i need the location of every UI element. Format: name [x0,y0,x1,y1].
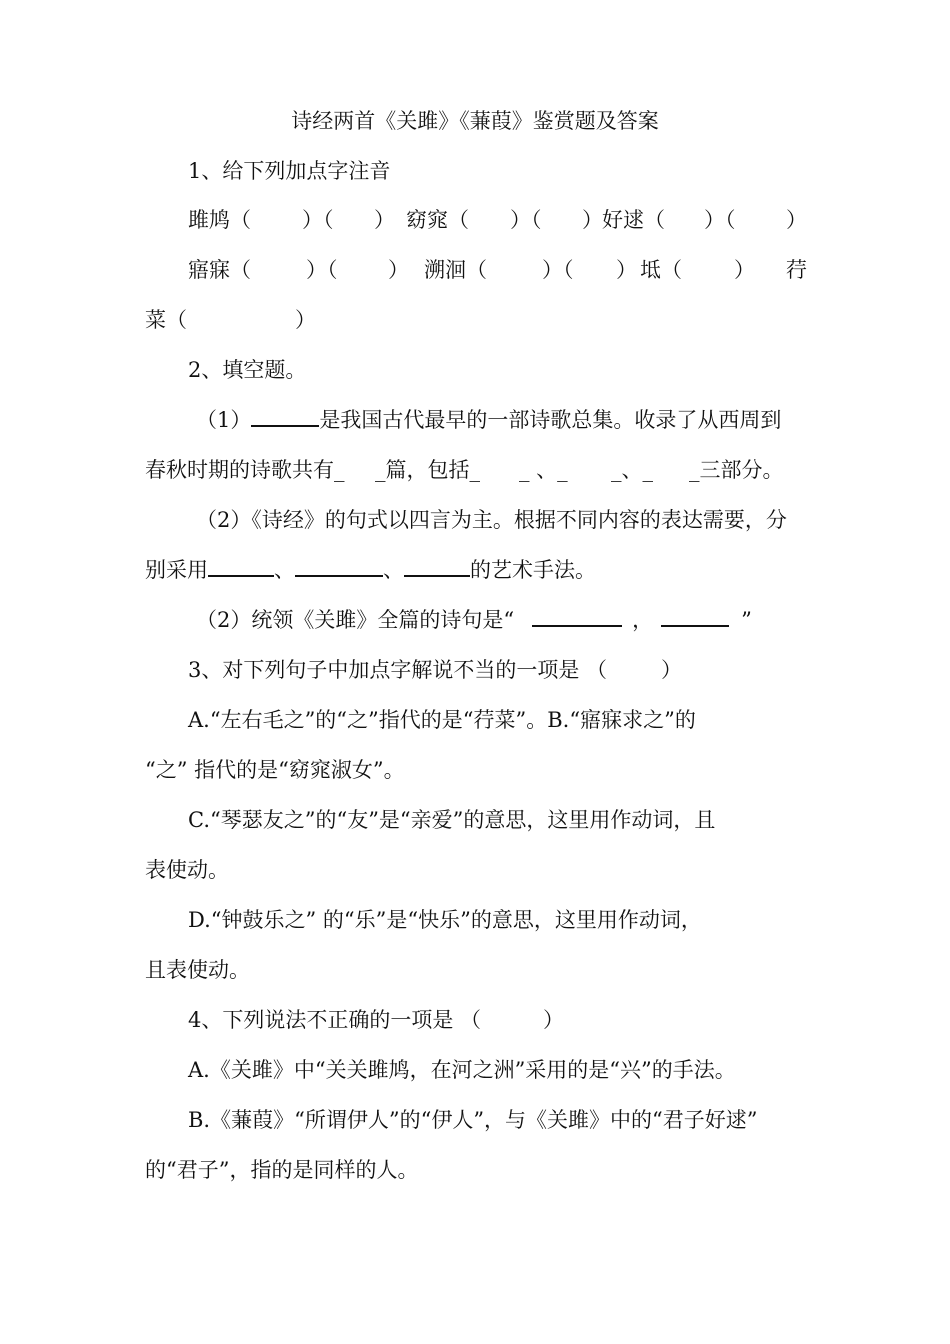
q4-heading: 4、下列说法不正确的一项是 （ [188,1008,482,1032]
q1-row2 [188,255,815,285]
blank-line [661,605,729,627]
q1-heading: 1、给下列加点字注音 [188,159,391,183]
q3-option-a-line2: “之” 指代的是“窈窕淑女”。 [145,758,405,782]
q3-heading-end: ） [661,658,683,682]
q1-r2-t4: ）（ [542,258,574,282]
q2-p3-mid: ， [632,608,654,632]
q1-r2-t0: 寤寐（ [188,258,251,282]
q1-r3-t0: 菜（ [145,308,187,332]
q4-option-a: A.《关雎》中“关关雎鸠，在河之洲”采用的是“兴”的手法。 [188,1058,736,1082]
blank-line [295,555,383,577]
q1-r2-t5: ） [616,258,637,282]
q3-option-a-line1: A.“左右毛之”的“之”指代的是“荇菜”。B.“寤寐求之”的 [188,708,696,732]
blank-line [404,555,470,577]
q3-option-c-line1: C.“琴瑟友之”的“友”是“亲爱”的意思，这里用作动词，且 [188,808,716,832]
blank-line [251,405,319,427]
q1-r2-t2: ） [388,258,409,282]
q4-option-b-line1: B.《蒹葭》“所谓伊人”的“伊人”，与《关雎》中的“君子好逑” [188,1108,758,1132]
q2-p1-l2-t4: _三部分。 [689,458,784,482]
q3-heading-line [188,655,815,685]
q1-r1-t8: ） [786,208,807,232]
q3-option-c-line2: 表使动。 [145,858,229,882]
q4-heading-line [188,1005,815,1035]
q1-r2-t8: 荇 [786,258,807,282]
q2-p1-l2-t2: _ 、_ [519,458,568,482]
q2-p2-sep1: 、 [274,558,295,582]
q2-p1-l2-t1: _篇，包括_ [375,458,480,482]
q1-r1-t4: ）（ [510,208,542,232]
q4-heading-end: ） [543,1008,565,1032]
q1-r1-t1: ）（ [302,208,334,232]
q1-r2-t7: ） [734,258,755,282]
q1-r1-t2: ） [374,208,395,232]
q2-heading: 2、填空题。 [188,358,307,382]
q3-heading: 3、对下列句子中加点字解说不当的一项是 （ [188,658,608,682]
q3-option-d-line2: 且表使动。 [145,958,250,982]
q4-option-b-line2: 的“君子”，指的是同样的人。 [145,1158,419,1182]
page-title: 诗经两首《关雎》《蒹葭》鉴赏题及答案 [291,109,659,133]
q1-row3 [145,305,815,335]
q1-r1-t0: 雎鸠（ [188,208,251,232]
q2-p1-number: （1） [196,408,252,432]
q1-r2-t3: 溯洄（ [424,258,487,282]
q2-p1-text: 是我国古代最早的一部诗歌总集。收录了从西周到 [319,408,782,432]
q2-p3-start: （2）统领《关雎》全篇的诗句是“ [196,608,515,632]
q1-row1 [188,205,815,235]
q1-r2-t1: ）（ [306,258,338,282]
blank-line [208,555,274,577]
q1-r1-t3: 窈窕（ [406,208,469,232]
q3-option-d-line1: D.“钟鼓乐之” 的“乐”是“快乐”的意思，这里用作动词， [188,908,702,932]
q2-p2-sep2: 、 [383,558,404,582]
q2-p3-end: ” [741,608,752,632]
blank-line [532,605,622,627]
q2-p2-line1: （2）《诗经》的句式以四言为主。根据不同内容的表达需要，分 [196,508,787,532]
q2-p1-l2-t0: 春秋时期的诗歌共有_ [145,458,345,482]
q2-p1-l2-t3: _、_ [611,458,653,482]
q2-p1-line2 [145,455,815,485]
q2-p3-line [196,605,823,635]
q2-p2-start: 别采用 [145,558,208,582]
q2-p1-line1 [196,405,823,435]
q1-r3-t1: ） [295,308,316,332]
q2-p2-end: 的艺术手法。 [470,558,596,582]
q1-r1-t6: 好逑（ [602,208,665,232]
q1-r2-t6: 坻（ [640,258,682,282]
q1-r1-t7: ）（ [704,208,736,232]
q1-r1-t5: ） [582,208,603,232]
q2-p2-line2 [145,555,815,585]
